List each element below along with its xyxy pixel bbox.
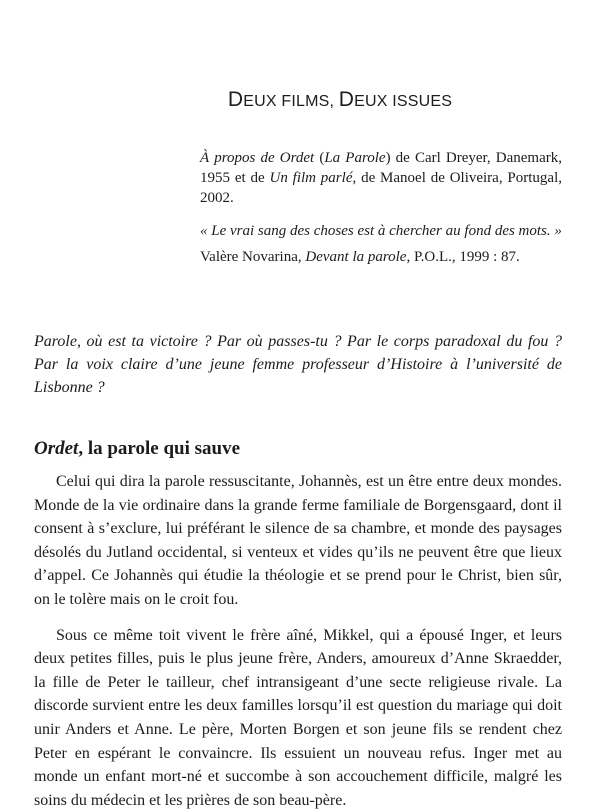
ref-la-parole: La Parole	[324, 150, 386, 166]
title-cap-2: D	[338, 88, 355, 111]
title-rest-1: EUX FILMS	[243, 93, 330, 110]
ref-film-parle: Un film parlé	[269, 170, 353, 186]
epigraph-quote: « Le vrai sang des choses est à chercher au fond des mots. »	[200, 223, 562, 239]
section-heading-italic: Ordet	[34, 438, 79, 459]
intro-paragraph: Parole, où est ta victoire ? Par où passes-tu ? Par le corps paradoxal du fou ? Par la voix claire d’une jeune femme professeur d’Histoire à l’université de Lisbonne ?	[34, 333, 562, 396]
ref-text: (	[314, 150, 325, 166]
ref-text: , de Manoel de Oliveira, Portugal, 2002.	[200, 170, 562, 206]
body-paragraph: Celui qui dira la parole ressuscitante, Johannès, est un être entre deux mondes. Monde de la vie ordinaire dans la grande ferme familiale de Borgensgaard, dont il consent à s’exclure, lui préférant le silence de sa chambre, et monde des paysages désolés du Jutland occidental, si venteux et vides qu’ils ne peuvent être que lieux d’appel. Ce Johannès qui étudie la théologie et se prend pour le Christ, bien sûr, on le tolère mais on le croit fou.	[34, 473, 562, 608]
chapter-title	[0, 88, 600, 112]
attribution-author: Valère Novarina,	[200, 249, 306, 265]
ref-ordet: À propos de Ordet	[200, 150, 315, 166]
body-text	[34, 470, 562, 812]
epigraph	[200, 148, 562, 267]
epigraph-attribution	[200, 247, 562, 267]
title-separator: ,	[329, 93, 339, 110]
section-heading-rest: , la parole qui sauve	[78, 438, 241, 459]
body-paragraph: Sous ce même toit vivent le frère aîné, Mikkel, qui a épousé Inger, et leurs deux petites filles, puis le plus jeune frère, Anders, amoureux d’Anne Skraedder, la fille de Peter le tailleur, chef intransigeant d’une secte religieuse rivale. La discorde survient entre les deux familles lorsqu’il est question du mariage qui doit unir Anders et Anne. Le père, Morten Borgen et son jeune fils se rendent chez Peter en espérant le convaincre. Ils essuient un nouveau refus. Inger met au monde un enfant mort-né et succombe à son accouchement difficile, malgré les soins du médecin et les prières de son beau-père.	[34, 626, 562, 809]
ref-text: ) de Carl Dreyer, Danemark, 1955 et de	[200, 150, 562, 186]
section-heading	[34, 438, 240, 460]
epigraph-reference	[200, 148, 562, 208]
title-cap-1: D	[227, 88, 244, 111]
attribution-details: , P.O.L., 1999 : 87.	[406, 249, 520, 265]
attribution-work: Devant la parole	[305, 249, 407, 265]
title-rest-2: EUX ISSUES	[354, 93, 453, 110]
